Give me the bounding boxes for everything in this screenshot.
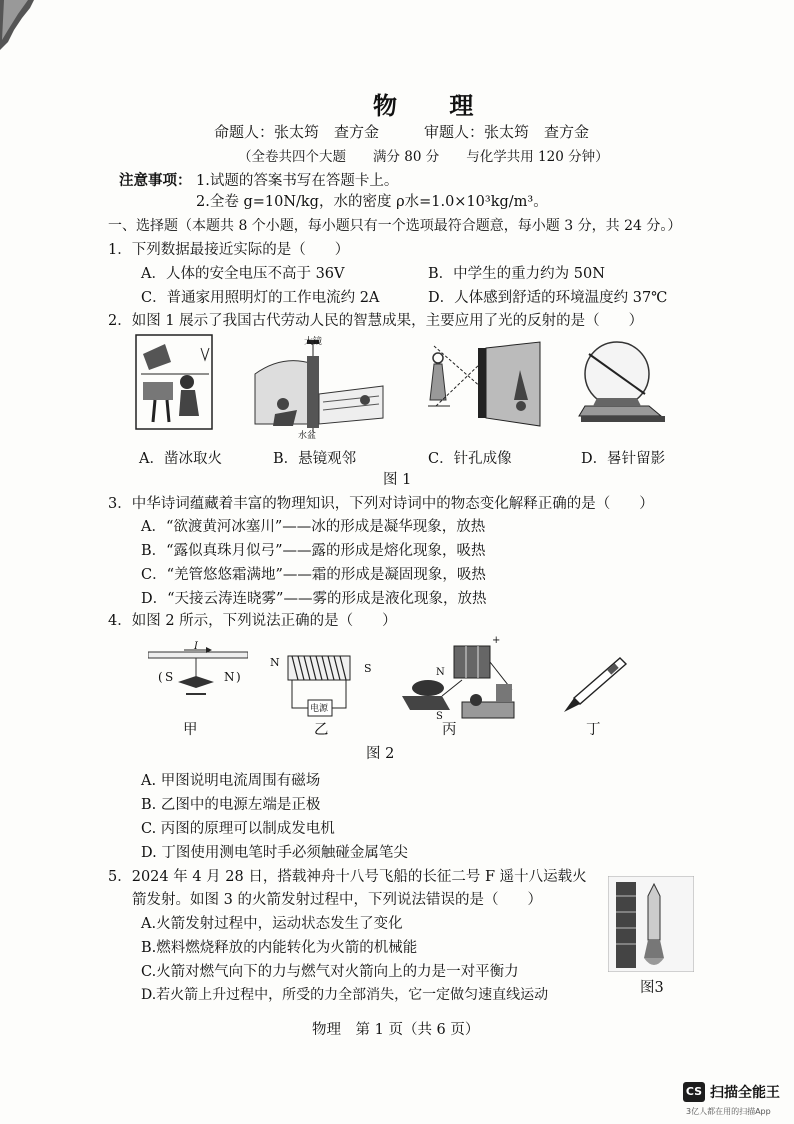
- fig2-label-ding: 丁: [586, 722, 601, 738]
- q4-option-a: A. 甲图说明电流周围有磁场: [141, 773, 321, 789]
- figure-pinhole: [424, 340, 546, 430]
- figure-rocket-launch: [608, 876, 694, 972]
- fig2-yi-n: N: [270, 656, 280, 669]
- notes-label: 注意事项：: [119, 172, 192, 189]
- figure-3-caption: 图3: [640, 980, 664, 996]
- q2-option-b: B．悬镜观邻: [273, 451, 357, 467]
- q5-option-a: A.火箭发射过程中，运动状态发生了变化: [141, 916, 403, 932]
- authors-line: 命题人：张太筠 查方金 审题人：张太筠 查方金: [214, 123, 590, 141]
- figure-ice-fire: [135, 334, 213, 430]
- q2-stem: 2．如图 1 展示了我国古代劳动人民的智慧成果，主要应用了光的反射的是（ ）: [108, 313, 644, 329]
- section-heading: 一、选择题（本题共 8 个小题，每小题只有一个选项最符合题意，每小题 3 分，共 24 分。）: [108, 218, 682, 234]
- fig1-label-big-mirror: 大镜: [304, 337, 323, 347]
- fig2-label-yi: 乙: [314, 722, 329, 738]
- q4-stem: 4．如图 2 所示，下列说法正确的是（ ）: [108, 613, 397, 629]
- notes-item-1: 1.试题的答案书写在答题卡上。: [196, 173, 399, 189]
- figure-motor-apparatus: [402, 640, 524, 724]
- exam-info: （全卷共四个大题 满分 80 分 与化学共用 120 分钟）: [238, 149, 609, 165]
- scan-corner-artifact: [0, 0, 40, 50]
- q3-stem: 3．中华诗词蕴藏着丰富的物理知识，下列对诗词中的物态变化解释正确的是（ ）: [108, 496, 654, 512]
- scanner-brand-name: 扫描全能王: [710, 1085, 780, 1101]
- fig2-jia-paren-close: ): [236, 670, 241, 684]
- page-title: 物 理: [373, 91, 496, 120]
- fig2-jia-s: S: [165, 670, 174, 684]
- fig2-label-bing: 丙: [442, 722, 457, 738]
- fig2-power-label: 电源: [310, 704, 329, 714]
- fig2-jia-n: N: [224, 670, 235, 684]
- figure-hanging-mirror: [253, 334, 385, 438]
- figure-1-caption: 图 1: [383, 472, 412, 488]
- fig2-jia-paren-open: (: [158, 670, 163, 684]
- fig2-bing-n: N: [436, 667, 445, 678]
- q3-option-c: C．“羌管悠悠霜满地”——霜的形成是凝固现象，吸热: [141, 567, 486, 583]
- q3-option-b: B．“露似真珠月似弓”——露的形成是熔化现象，吸热: [141, 543, 486, 559]
- figure-test-pen: [560, 654, 630, 714]
- figure-2-caption: 图 2: [366, 746, 395, 762]
- q4-option-d: D. 丁图使用测电笔时手必须触碰金属笔尖: [141, 845, 408, 861]
- q3-option-a: A．“欲渡黄河冰塞川”——冰的形成是凝华现象，放热: [141, 519, 486, 535]
- fig2-current-label: I: [194, 641, 198, 652]
- q5-option-c: C.火箭对燃气向下的力与燃气对火箭向上的力是一对平衡力: [141, 964, 519, 980]
- fig1-label-water-basin: 水盆: [298, 431, 317, 441]
- q1-option-a: A．人体的安全电压不高于 36V: [141, 266, 345, 282]
- q1-stem: 1．下列数据最接近实际的是（ ）: [108, 242, 350, 258]
- q3-option-d: D．“天接云涛连晓雾”——雾的形成是液化现象，放热: [141, 591, 487, 607]
- notes-item-2: 2.全卷 g=10N/kg，水的密度 ρ水=1.0×10³kg/m³。: [196, 194, 548, 210]
- fig2-bing-plus: +: [492, 635, 501, 646]
- figure-sundial: [577, 336, 669, 426]
- q1-option-d: D．人体感到舒适的环境温度约 37℃: [428, 290, 668, 306]
- q2-option-d: D．晷针留影: [581, 451, 666, 467]
- q4-option-b: B. 乙图中的电源左端是正极: [141, 797, 321, 813]
- q4-option-c: C. 丙图的原理可以制成发电机: [141, 821, 335, 837]
- q2-option-a: A．凿冰取火: [139, 451, 222, 467]
- scanner-tagline: 3亿人都在用的扫描App: [686, 1107, 771, 1116]
- fig2-label-jia: 甲: [183, 722, 198, 738]
- q1-option-b: B．中学生的重力约为 50N: [428, 266, 605, 282]
- q5-option-d: D.若火箭上升过程中，所受的力全部消失，它一定做匀速直线运动: [141, 987, 549, 1003]
- q5-stem-line1: 5．2024 年 4 月 28 日，搭载神舟十八号飞船的长征二号 F 遥十八运载火: [108, 869, 587, 885]
- q1-option-c: C．普通家用照明灯的工作电流约 2A: [141, 290, 380, 306]
- fig2-bing-s: S: [436, 711, 443, 722]
- q2-option-c: C．针孔成像: [428, 451, 512, 467]
- q5-stem-line2: 箭发射。如图 3 的火箭发射过程中，下列说法错误的是（ ）: [132, 892, 542, 908]
- page-footer: 物理 第 1 页（共 6 页）: [312, 1022, 480, 1038]
- q5-option-b: B.燃料燃烧释放的内能转化为火箭的机械能: [141, 940, 418, 956]
- fig2-yi-s: S: [364, 662, 372, 675]
- scanner-logo-icon: CS: [683, 1082, 705, 1102]
